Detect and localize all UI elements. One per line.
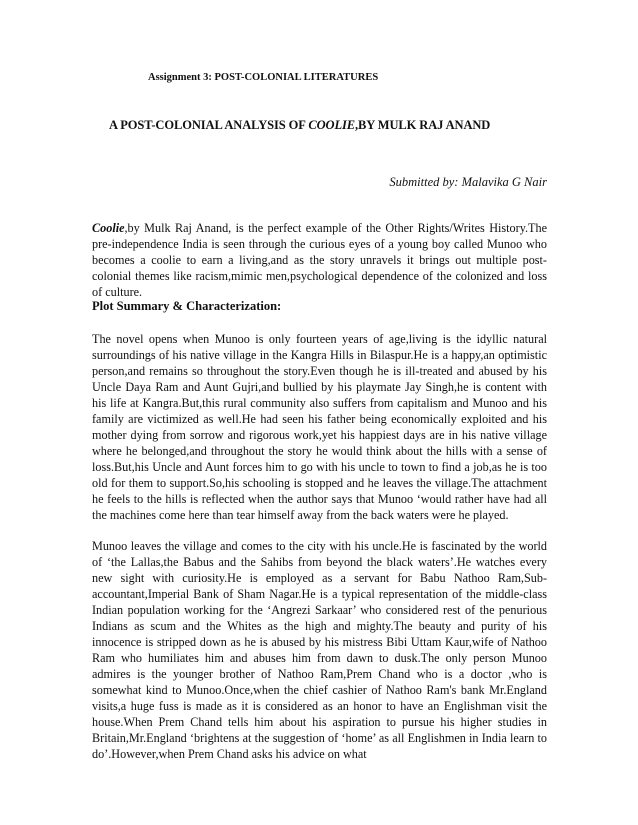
title-italic-coolie: COOLIE bbox=[308, 118, 355, 132]
submitted-by: Submitted by: Malavika G Nair bbox=[389, 175, 547, 189]
plot-paragraph-1 bbox=[92, 331, 547, 523]
document-title bbox=[109, 118, 490, 133]
intro-paragraph bbox=[92, 220, 547, 300]
title-part-2: ,BY MULK RAJ ANAND bbox=[355, 118, 491, 132]
plot-paragraph-2 bbox=[92, 538, 547, 762]
assignment-label: Assignment 3: POST-COLONIAL LITERATURES bbox=[148, 72, 379, 83]
intro-lead-word: Coolie bbox=[92, 221, 125, 235]
intro-text: ,by Mulk Raj Anand, is the perfect example of the Other Rights/Writes History.The pre-independence India is seen through the curious eyes of a young boy called Munoo who becomes a coolie to earn a living,and as the story unravels it brings out multiple post-colonial themes like racism,mimic men,psychological dependence of the colonized and loss of culture. bbox=[92, 221, 547, 299]
title-part-1: A POST-COLONIAL ANALYSIS OF bbox=[109, 118, 309, 132]
paragraph-text: The novel opens when Munoo is only fourteen years of age,living is the idyllic natural surroundings of his native village in the Kangra Hills in Bilaspur.He is a happy,an optimistic person,and remains so throughout the story.Even though he is ill-treated and abused by his Uncle Daya Ram and Aunt Gujri,and bullied by his playmate Jay Singh,he is content with his life at Kangra.But,this rural community also suffers from capitalism and Munoo and his family are victimized as well.He had seen his father being economically exploited and his mother dying from sorrow and rigorous work,yet his happiest days are in his native village where he belonged,and throughout the story he would think about the hills with a sense of loss.But,his Uncle and Aunt forces him to go with his uncle to town to find a job,as he is too old for them to support.So,his schooling is stopped and he leaves the village.The attachment he feels to the hills is reflected when the author says that Munoo ‘would rather have had all the machines come here than tear himself away from the back waters were he played. bbox=[92, 332, 547, 522]
section-heading: Plot Summary & Characterization: bbox=[92, 299, 282, 313]
paragraph-text: Munoo leaves the village and comes to the city with his uncle.He is fascinated by the world of ‘the Lallas,the Babus and the Sahibs from beyond the black waters’.He watches every new sight with curiosity.He is employed as a servant for Babu Nathoo Ram,Sub-accountant,Imperial Bank of Sham Nagar.He is a typical representation of the middle-class Indian population working for the ‘Angrezi Sarkaar’ who considered rest of the penurious Indians as scum and the Whites as the high and mighty.The beauty and purity of his innocence is stripped down as he is abused by his mistress Bibi Uttam Kaur,wife of Nathoo Ram who humiliates him and abuses him from dawn to dusk.The only person Munoo admires is the younger brother of Nathoo Ram,Prem Chand who is a doctor ,who is somewhat kind to Munoo.Once,when the chief cashier of Nathoo Ram's bank Mr.England visits,a huge fuss is made as it is considered as an honor to have an Englishman visit the house.When Prem Chand tells him about his aspiration to pursue his higher studies in Britain,Mr.England ‘brightens at the suggestion of ‘home’ as all Englishmen in India learn to do’.However,when Prem Chand asks his advice on what bbox=[92, 539, 547, 761]
